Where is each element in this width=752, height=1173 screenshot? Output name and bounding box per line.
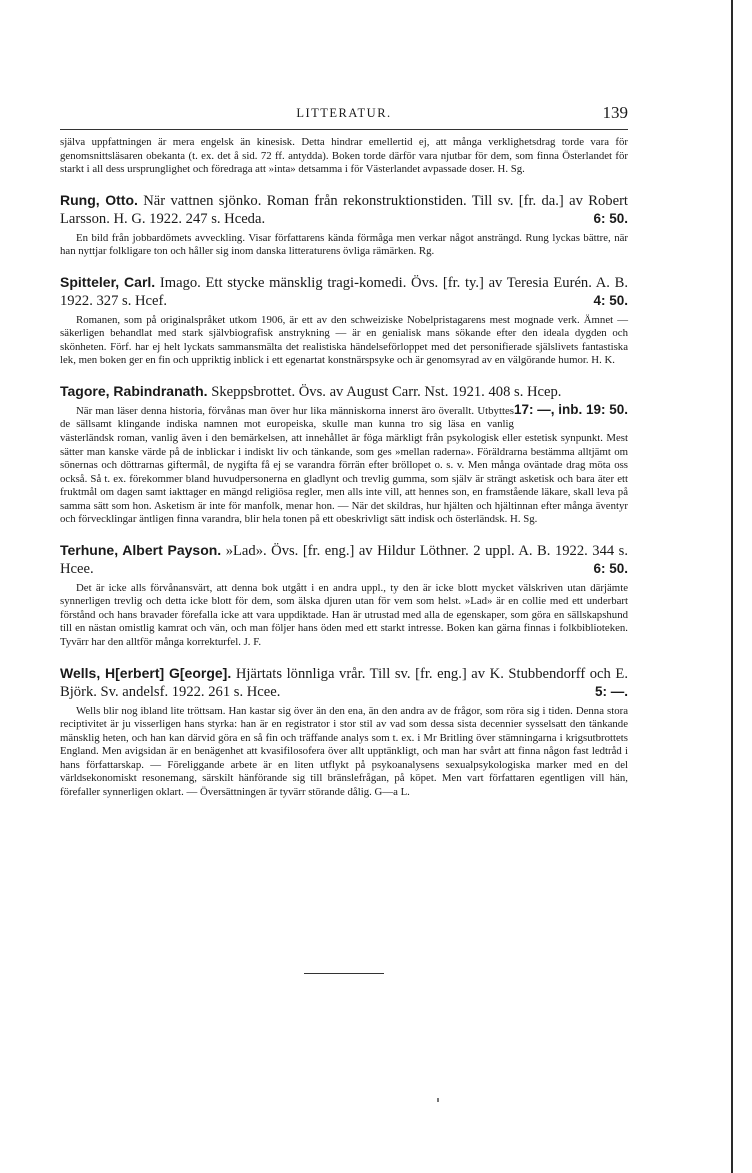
entry-review: En bild från jobbardömets avveckling. Visar författarens kända förmåga men verkar något ansträngd. Rung lyckas bättre, när han nyttjar folkligare ton och håller sig inom danska litteraturens övliga rämärken. Rg. [60, 231, 628, 258]
entry-heading [60, 191, 628, 228]
entry-review: Det är icke alls förvånansvärt, att denna bok utgått i en andra uppl., ty den är icke blott mycket välskriven utan därjämte synnerligen trevlig och detta icke blott för dem, som älska djuren utan för vem som helst. »Lad» är en collie med ett underbart förstånd och hans bravader förefalla icke att vara uppdiktade. Han är utrustad med alla de egenskaper, som göra en sällskapshund till en nästan omistlig kamrat och vän, och man följer hans öden med ett starkt intresse. Boken kan gärna finnas i folkbiblioteken. Tyvärr har den alltför många korrekturfel. J. F. [60, 581, 628, 649]
entry-price: 4: 50. [593, 292, 628, 308]
entry-author: Spitteler, Carl. [60, 273, 156, 290]
entry-bibliography: Hjärtats lönnliga vrår. Till sv. [fr. eng.] av K. Stubbendorff och E. Björk. Sv. andelsf. 1922. 261 s. Hcee. [60, 665, 628, 700]
entry-price: 6: 50. [593, 560, 628, 576]
entry-price: 6: 50. [593, 210, 628, 226]
entry-tagore [60, 382, 628, 527]
entry-review: Wells blir nog ibland lite tröttsam. Han kastar sig över än den ena, än den andra av de frågor, som röra sig i tiden. Denna stora reciptivitet är ju visserligen hans styrka: han är en registrator i stor stil av vad som dessa sista decennier sysselsatt den tänkande mänsklig heten, och han kan därvid göra en så fin och träffande analys som t. ex. i Mr Britling över stämningarna i krigsutbrottets England. Men avigsidan är en benägenhet att kvasifilosofera över allt upptänkligt, och man har svårt att finna någon fast ledtråd i hans författarskap. — Föreliggande arbete är en liten utflykt på psykoanalysens sexualpsykologiska marker med en del världsekonomiskt resonemang, särskilt hänförande sig till bränslefrågan, på köpet. Men vart författaren egentligen vill hän, förefaller synnerligen oklart. — Översättningen är tyvärr störande dålig. G—a L. [60, 704, 628, 798]
entry-review: När man läser denna historia, förvånas man över hur lika människorna innerst äro överallt. Utbyttes de sällsamt klingande indiska namnen mot europeiska, skulle man kunna tro sig läsa en vanlig västerländsk roman, vanlig även i den bemärkelsen, att innehållet är föga märkligt från psykologisk eller estetisk synpunkt. Mest sätter man kanske värde på de inblickar i indiskt liv och tänkande, som ges »mellan raderna». Föräldrarna bestämma alltjämt om sönernas och döttrarnas giftermål, de nygifta få ej se varandra förrän efter bröllopet o. s. v. Men många oväntade drag möta oss också. Så t. ex. förekommer bland huvudpersonerna en gladlynt och trevlig gumma, som själv är strängt asketisk och bara äter ett fruktmål om dagen samt iakttager en mängd religiösa regler, men alls inte vill, att hennes son, en framstående läkare, skall leva på samma sätt som hon. Asketism är inte för manfolk, menar hon. — När det skildras, hur hjälten och hjältinnan efter många äventyr och förvecklingar äntligen finna varandra, blir hela tonen på ett obeskrivligt sätt indisk och österländsk. H. Sg. [60, 404, 628, 526]
header-rule [60, 129, 628, 130]
continued-review-text: själva uppfattningen är mera engelsk än kinesisk. Detta hindrar emellertid ej, att många verklighetsdrag torde vara för genomsnittsläsaren obekanta (t. ex. det å sid. 72 ff. antydda). Boken torde därför vara njutbar för dem, som finna Österlandet för starkt i all dess ursprunglighet och föredraga att »inta» detsamma i för Västerlandet avpassade doser. H. Sg. [60, 136, 628, 176]
entry-author: Wells, H[erbert] G[eorge]. [60, 664, 232, 681]
entry-heading [60, 541, 628, 578]
closing-rule [304, 973, 384, 974]
scan-speck [437, 1098, 439, 1102]
entry-bibliography: När vattnen sjönko. Roman från rekonstruktionstiden. Till sv. [fr. da.] av Robert Larsson. H. G. 1922. 247 s. Hceda. [60, 192, 628, 227]
entry-spitteler [60, 273, 628, 368]
running-title: LITTERATUR. [296, 106, 392, 120]
page-number: 139 [602, 103, 628, 122]
running-header [60, 104, 628, 128]
entry-bibliography: Skeppsbrottet. Övs. av August Carr. Nst. 1921. 408 s. Hcep. [211, 383, 562, 400]
entry-author: Rung, Otto. [60, 191, 138, 208]
entry-bibliography: »Lad». Övs. [fr. eng.] av Hildur Löthner. 2 uppl. A. B. 1922. 344 s. Hcee. [60, 542, 629, 577]
entry-author: Terhune, Albert Payson. [60, 541, 222, 558]
entry-review: Romanen, som på originalspråket utkom 1906, är ett av den schweiziske Nobelpristagarens mest mognade verk. Ämnet — säkerligen behandlat med stark självbiografisk anstrykning — är en genialisk mans sökande efter den ideala dygden och skönheten. Förf. har ej helt lyckats sammansmälta det realistiska händelseförloppet med det personifierade själslivets fantastiska lek, men boken ger en fin och uppriktig inblick i ett egenartat konstnärspsyke och är genomsyrad av en välgörande humor. H. K. [60, 313, 628, 367]
entry-price: 17: —, inb. 19: 50. [513, 401, 628, 417]
entry-heading [60, 382, 628, 417]
entry-author: Tagore, Rabindranath. [60, 382, 208, 399]
entry-rung [60, 191, 628, 259]
entry-heading [60, 273, 628, 310]
entry-bibliography: Imago. Ett stycke mänsklig tragi-komedi. Övs. [fr. ty.] av Teresia Eurén. A. B. 1922. 327 s. Hcef. [60, 274, 628, 309]
entry-heading [60, 664, 628, 701]
entry-terhune [60, 541, 628, 650]
entry-price: 5: —. [594, 683, 628, 699]
page-content [60, 136, 628, 799]
entry-wells [60, 664, 628, 800]
